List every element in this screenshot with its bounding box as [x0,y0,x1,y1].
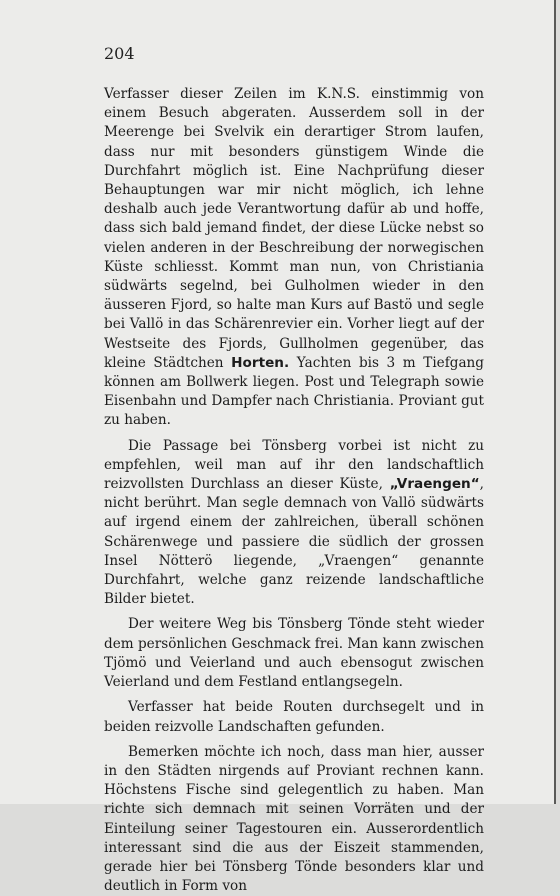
paragraph-text: Verfasser hat beide Routen durchsegelt und in beiden reizvolle Landschaften gefunden. [104,699,484,735]
paragraph-text: Verfasser dieser Zeilen im K.N.S. einstimmig von einem Besuch abgeraten. Ausserdem soll in der Meerenge bei Svelvik ein derartiger Strom laufen, dass nur mit besonders günstigem Winde die Durchfahrt möglich ist. Eine Nachprüfung dieser Behauptungen war mir nicht möglich, ich lehne deshalb auch jede Verantwortung dafür ab und hoffe, dass sich bald jemand findet, der diese Lücke nebst so vielen anderen in der Beschreibung der norwegischen Küste schliesst. Kommt man nun, von Christiania südwärts segelnd, bei Gulholmen wieder in den äusseren Fjord, so halte man Kurs auf Bastö und segle bei Vallö in das Schärenrevier ein. Vorher liegt auf der Westseite des Fjords, Gullholmen gegenüber, das kleine Städtchen [104,86,484,371]
paragraph-3 [104,615,484,692]
page-number: 204 [104,44,135,63]
paragraph-2 [104,437,484,610]
paragraph-text: Bemerken möchte ich noch, dass man hier, ausser in den Städten nirgends auf Proviant rechnen kann. Höchstens Fische sind gelegentlich zu haben. Man richte sich demnach mit seinen Vorräten und der Einteilung seiner Tagestouren ein. Ausserordentlich interessant sind die aus der Eiszeit stammenden, gerade hier bei Tönsberg Tönde besonders klar und deutlich in Form von [104,743,484,895]
paragraph-4 [104,698,484,736]
paragraph-1 [104,85,484,431]
paragraph-text: , nicht berührt. Man segle demnach von Vallö südwärts auf irgend einem der zahlreichen, überall schönen Schärenwege und passiere die südlich der grossen Insel Nötterö liegende, „Vraengen“ genannte Durchfahrt, welche ganz reizende landschaftliche Bilder bietet. [104,476,484,608]
body-text [104,85,484,896]
paragraph-text: Der weitere Weg bis Tönsberg Tönde steht wieder dem persönlichen Geschmack frei. Man kann zwischen Tjömö und Veierland und auch ebensogut zwischen Veierland und dem Festland entlangsegeln. [104,616,484,691]
place-name-horten: Horten. [231,354,290,371]
paragraph-text: Die Passage bei Tönsberg vorbei ist nicht zu empfehlen, weil man auf ihr den landschaftlich reizvollsten Durchlass an dieser Küste, [104,437,484,493]
paragraph-5 [104,743,484,896]
place-name-vraengen: „Vraengen“ [389,476,480,493]
paragraph-text: Yachten bis 3 m Tiefgang können am Bollwerk liegen. Post und Telegraph sowie Eisenbahn und Dampfer nach Christiania. Proviant gut zu haben. [104,354,485,429]
